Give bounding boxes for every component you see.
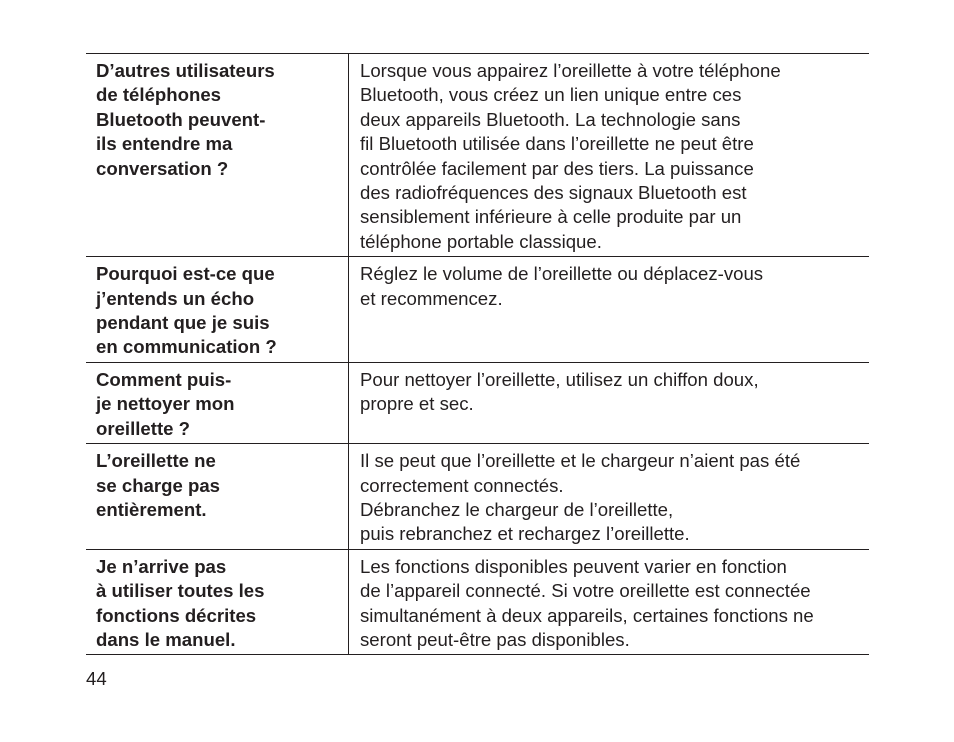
faq-row: [86, 362, 869, 443]
faq-table: [86, 53, 869, 655]
faq-table-body: [86, 54, 869, 655]
faq-question: Pourquoi est-ce que j’entends un écho pendant que je suis en communication ?: [86, 257, 349, 363]
faq-question: D’autres utilisateurs de téléphones Bluetooth peuvent- ils entendre ma conversation ?: [86, 54, 349, 257]
faq-row: [86, 444, 869, 550]
faq-answer: Les fonctions disponibles peuvent varier en fonction de l’appareil connecté. Si votre oreillette est connectée simultanément à deux appareils, certaines fonctions ne seront peut-être pas disponibles.: [360, 555, 814, 650]
faq-question: Je n’arrive pas à utiliser toutes les fonctions décrites dans le manuel.: [86, 549, 349, 655]
faq-question: Comment puis- je nettoyer mon oreillette ?: [86, 362, 349, 443]
faq-question: L’oreillette ne se charge pas entièrement.: [86, 444, 349, 550]
faq-row: [86, 257, 869, 363]
faq-answer: Réglez le volume de l’oreillette ou déplacez-vous et recommencez.: [360, 263, 764, 309]
page-number: 44: [86, 668, 107, 689]
faq-answer: Il se peut que l’oreillette et le chargeur n’aient pas été correctement connectés. Débranchez le chargeur de l’oreillette, puis rebranchez et rechargez l’oreillette.: [360, 450, 801, 545]
faq-answer: Pour nettoyer l’oreillette, utilisez un chiffon doux, propre et sec.: [360, 368, 759, 415]
faq-row: [86, 54, 869, 257]
faq-row: [86, 549, 869, 655]
faq-answer: Lorsque vous appairez l’oreillette à votre téléphone Bluetooth, vous créez un lien unique entre ces deux appareils Bluetooth. La technologie sans fil Bluetooth utilisée dans l’oreillette ne peut être contrôlée facilement par des tiers. La puissance des radiofréquences des signaux Bluetooth est sensiblement inférieure à celle produite par un téléphone portable classique.: [360, 60, 781, 252]
